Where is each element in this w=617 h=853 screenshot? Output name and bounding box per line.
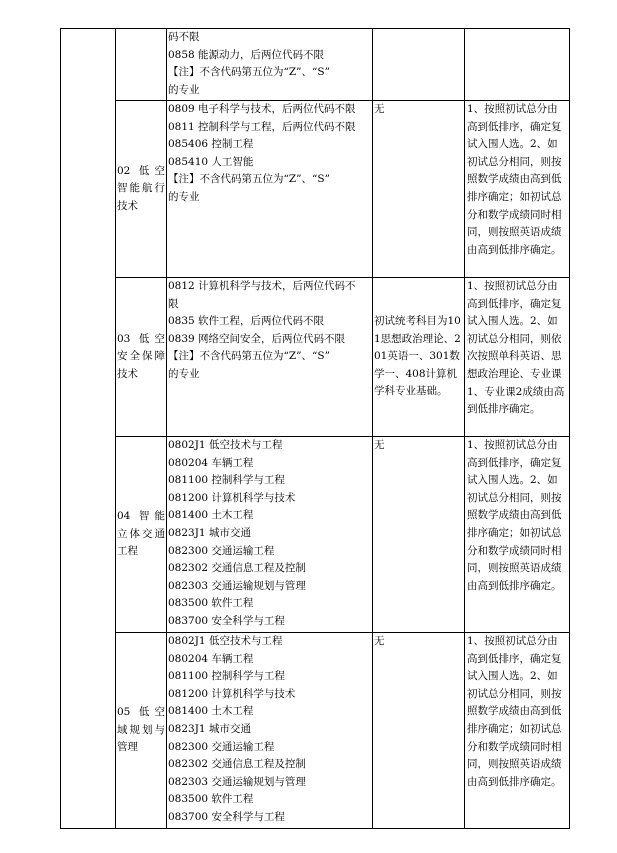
major-line: 限 [168,297,179,310]
major-line: 0858 能源动力，后两位代码不限 [168,48,325,61]
majors-cell [167,437,373,633]
majors-cell [167,633,373,829]
majors-cell [167,29,373,101]
major-line: 081400 土木工程 [168,509,254,522]
direction-cell: 04 智能立体交通工程 [116,437,167,633]
rule-cell [465,29,570,101]
major-line: 083700 安全科学与工程 [168,614,285,627]
major-line: 0802J1 低空技术与工程 [168,439,283,451]
major-line: 085410 人工智能 [168,155,254,168]
major-line: 082302 交通信息工程及控制 [168,758,306,771]
admissions-table [60,28,570,829]
major-line: 0835 软件工程，后两位代码不限 [168,315,325,328]
major-line: 083500 软件工程 [168,597,254,610]
major-line: 081100 控制科学与工程 [168,474,285,487]
major-line: 083700 安全科学与工程 [168,810,285,823]
major-line: 085406 控制工程 [168,138,254,151]
college-cell [61,29,116,829]
major-line: 082302 交通信息工程及控制 [168,562,306,575]
major-line: 0809 电子科学与技术，后两位代码不限 [168,103,356,115]
rule-cell: 1、按照初试总分由高到低排序，确定复试入围人选。2、如初试总分相同，则按照数学成绩由高到低排序确定；如初试总分和数学成绩同时相同，则按照英语成绩由高到低排序确定。 [465,101,570,278]
table-row [61,29,570,101]
major-line: 0823J1 城市交通 [168,722,251,735]
table-row [61,633,570,829]
table-row [61,278,570,437]
major-line: 081400 土木工程 [168,705,254,718]
exam-cell: 初试统考科目为101思想政治理论、201英语一、301数学一、408计算机学科专业基础。 [373,278,465,437]
exam-cell [373,29,465,101]
major-line: 080204 车辆工程 [168,652,254,665]
rule-cell: 1、按照初试总分由高到低排序，确定复试入围人选。2、如初试总分相同，则按照数学成绩由高到低排序确定；如初试总分和数学成绩同时相同，则按照英语成绩由高到低排序确定。 [465,437,570,633]
major-note: 【注】不含代码第五位为“Z”、“S” [168,66,330,79]
direction-cell: 05 低空域规划与管理 [116,633,167,829]
major-line: 码不限 [168,31,200,43]
major-line: 082303 交通运输规划与管理 [168,579,306,592]
table-row [61,437,570,633]
table-row [61,101,570,278]
major-note: 的专业 [168,190,200,203]
major-line: 0811 控制科学与工程，后两位代码不限 [168,120,356,133]
major-note: 【注】不含代码第五位为“Z”、“S” [168,350,330,363]
major-line: 081200 计算机科学与技术 [168,491,296,504]
exam-cell: 无 [373,633,465,829]
exam-cell: 无 [373,101,465,278]
major-note: 的专业 [168,367,200,380]
major-line: 080204 车辆工程 [168,456,254,469]
document-page [60,28,569,829]
majors-cell [167,101,373,278]
major-note: 【注】不含代码第五位为“Z”、“S” [168,173,330,186]
major-line: 082300 交通运输工程 [168,544,275,557]
major-line: 0812 计算机科学与技术，后两位代码不 [168,280,356,292]
major-line: 082303 交通运输规划与管理 [168,775,306,788]
direction-cell [116,29,167,101]
rule-cell: 1、按照初试总分由高到低排序，确定复试入围人选。2、如初试总分相同，则依次按照单科英语、思想政治理论、专业课1、专业课2成绩由高到低排序确定。 [465,278,570,437]
direction-cell: 02 低空智能航行技术 [116,101,167,278]
major-line: 0823J1 城市交通 [168,526,251,539]
major-line: 081100 控制科学与工程 [168,670,285,683]
major-line: 082300 交通运输工程 [168,740,275,753]
majors-cell [167,278,373,437]
exam-cell: 无 [373,437,465,633]
major-note: 的专业 [168,83,200,96]
major-line: 083500 软件工程 [168,793,254,806]
major-line: 0839 网络空间安全，后两位代码不限 [168,332,346,345]
direction-cell: 03 低空安全保障技术 [116,278,167,437]
major-line: 0802J1 低空技术与工程 [168,635,283,647]
major-line: 081200 计算机科学与技术 [168,687,296,700]
rule-cell: 1、按照初试总分由高到低排序，确定复试入围人选。2、如初试总分相同，则按照数学成绩由高到低排序确定；如初试总分和数学成绩同时相同，则按照英语成绩由高到低排序确定。 [465,633,570,829]
